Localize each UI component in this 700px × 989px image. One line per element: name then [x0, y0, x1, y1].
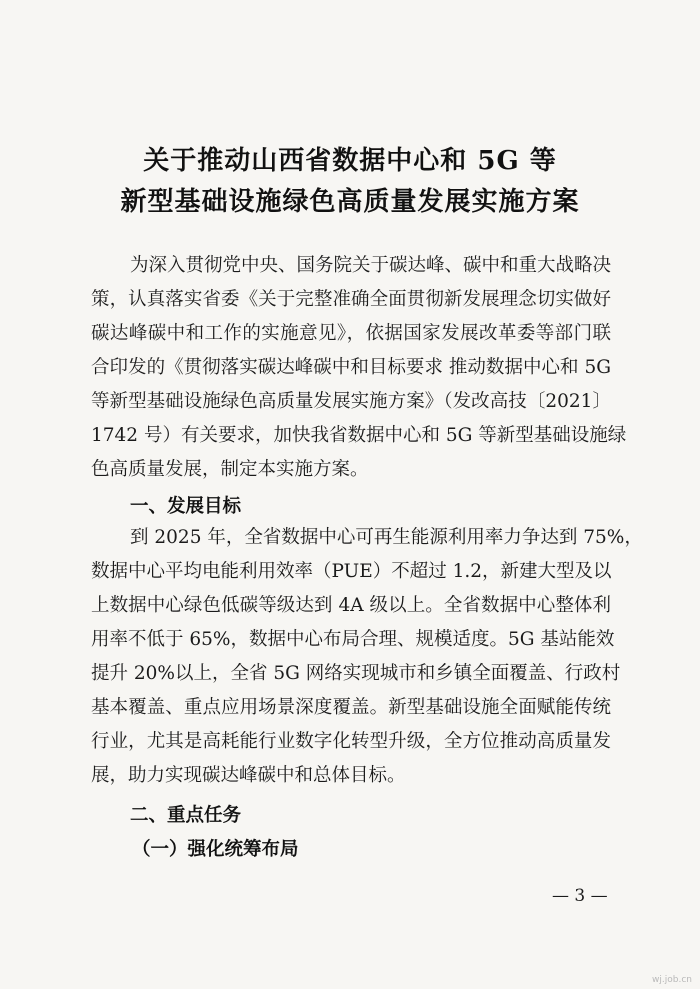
intro-line: 为深入贯彻党中央、国务院关于碳达峰、碳中和重大战略决: [130, 255, 612, 276]
watermark: wj.job.cn: [652, 975, 692, 985]
intro-line: 1742 号）有关要求，加快我省数据中心和 5G 等新型基础设施绿: [91, 425, 627, 446]
document-title-line-1: 关于推动山西省数据中心和 5G 等: [143, 146, 557, 176]
goals-line: 上数据中心绿色低碳等级达到 4A 级以上。全省数据中心整体利: [91, 595, 611, 616]
goals-line: 行业，尤其是高耗能行业数字化转型升级，全方位推动高质量发: [91, 731, 611, 752]
goals-line: 展，助力实现碳达峰碳中和总体目标。: [91, 765, 406, 786]
goals-line: 基本覆盖、重点应用场景深度覆盖。新型基础设施全面赋能传统: [91, 697, 611, 718]
subsection-heading-layout: （一）强化统筹布局: [132, 839, 299, 860]
intro-line: 策，认真落实省委《关于完整准确全面贯彻新发展理念切实做好: [91, 289, 611, 310]
section-heading-goals: 一、发展目标: [130, 496, 242, 517]
goals-line: 提升 20%以上，全省 5G 网络实现城市和乡镇全面覆盖、行政村: [91, 663, 621, 684]
intro-line: 等新型基础设施绿色高质量发展实施方案》（发改高技〔2021〕: [91, 391, 611, 412]
section-heading-tasks: 二、重点任务: [130, 805, 242, 826]
goals-line: 数据中心平均电能利用效率（PUE）不超过 1.2，新建大型及以: [91, 561, 612, 582]
goals-line: 用率不低于 65%，数据中心布局合理、规模适度。5G 基站能效: [91, 629, 615, 650]
intro-line: 色高质量发展，制定本实施方案。: [91, 459, 369, 480]
document-title-line-2: 新型基础设施绿色高质量发展实施方案: [120, 187, 580, 217]
goals-line: 到 2025 年，全省数据中心可再生能源利用率力争达到 75%，: [130, 527, 643, 548]
page-number: — 3 —: [552, 886, 608, 906]
intro-line: 合印发的《贯彻落实碳达峰碳中和目标要求 推动数据中心和 5G: [91, 357, 611, 378]
intro-line: 碳达峰碳中和工作的实施意见》，依据国家发展改革委等部门联: [91, 323, 611, 344]
